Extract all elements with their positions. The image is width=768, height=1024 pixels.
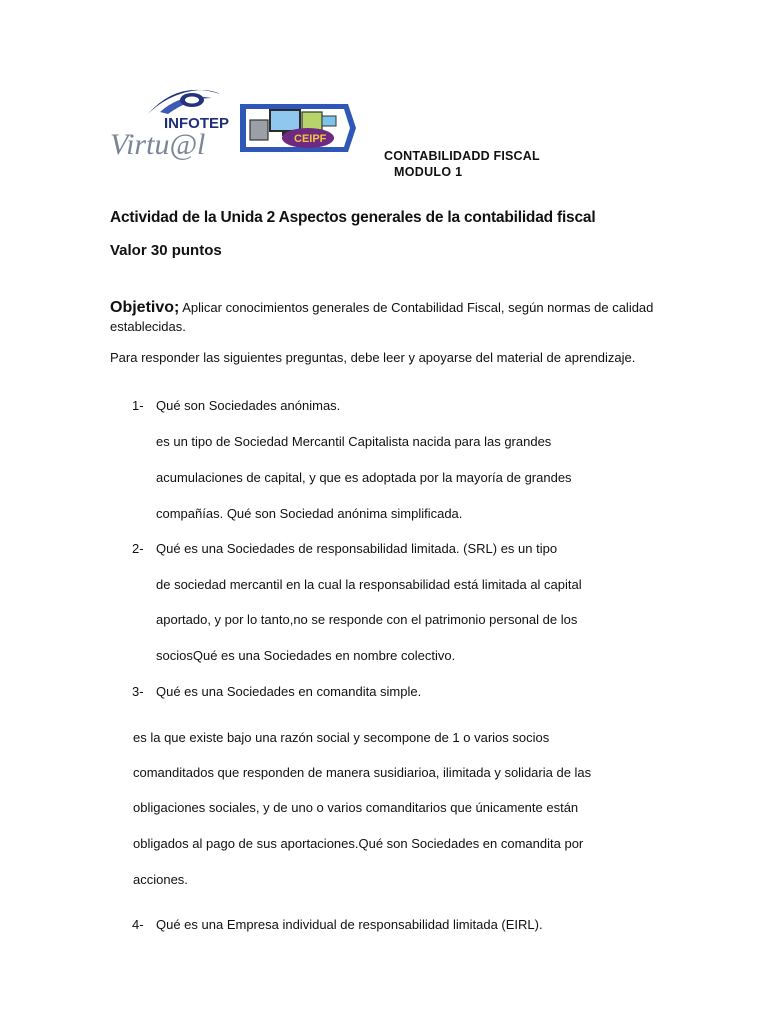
question-4-number: 4-: [132, 917, 144, 932]
question-1-number: 1-: [132, 398, 144, 413]
question-3-answer-line: acciones.: [133, 872, 188, 887]
question-1-text: Qué son Sociedades anónimas.: [156, 398, 341, 413]
question-1-answer-line: acumulaciones de capital, y que es adoptada por la mayoría de grandes: [156, 470, 572, 485]
cepf-logo: [236, 96, 358, 158]
virtual-wordmark: Virtu@l: [110, 128, 206, 161]
question-1-answer-line: compañías. Qué son Sociedad anónima simplificada.: [156, 506, 463, 521]
course-title: CONTABILIDADD FISCAL: [384, 149, 540, 163]
question-1-answer-line: es un tipo de Sociedad Mercantil Capitalista nacida para las grandes: [156, 434, 552, 449]
question-2-text: Qué es una Sociedades de responsabilidad limitada. (SRL) es un tipo: [156, 541, 558, 556]
question-3-number: 3-: [132, 684, 144, 699]
question-2-number: 2-: [132, 541, 144, 556]
question-2-answer-line: de sociedad mercantil en la cual la responsabilidad está limitada al capital: [156, 577, 582, 592]
question-3-answer-line: obligados al pago de sus aportaciones.Qué son Sociedades en comandita por: [133, 836, 584, 851]
activity-value: Valor 30 puntos: [110, 242, 222, 259]
question-3-answer-line: es la que existe bajo una razón social y secompone de 1 o varios socios: [133, 730, 550, 745]
question-4-text: Qué es una Empresa individual de responsabilidad limitada (EIRL).: [156, 917, 543, 932]
infotep-wordmark: INFOTEP: [164, 115, 230, 132]
question-3-text: Qué es una Sociedades en comandita simple.: [156, 684, 422, 699]
module-title: MODULO 1: [394, 165, 463, 179]
objective-label: Objetivo;: [110, 299, 180, 316]
activity-title: Actividad de la Unida 2 Aspectos generales de la contabilidad fiscal: [110, 209, 596, 226]
cepf-wordmark: CEIPF: [294, 133, 327, 145]
question-3-answer-line: comanditados que responden de manera susidiarioa, ilimitada y solidaria de las: [133, 765, 592, 780]
instructions-paragraph: Para responder las siguientes preguntas, debe leer y apoyarse del material de aprendizaje.: [110, 350, 636, 365]
objective-paragraph: [110, 298, 670, 336]
question-3-answer-line: obligaciones sociales, y de uno o varios comanditarios que únicamente están: [133, 800, 579, 815]
question-2-answer-line: sociosQué es una Sociedades en nombre colectivo.: [156, 648, 456, 663]
infotep-virtual-logo: [108, 84, 232, 162]
objective-text: Aplicar conocimientos generales de Contabilidad Fiscal, según normas de calidad establecidas.: [110, 300, 654, 334]
question-2-answer-line: aportado, y por lo tanto,no se responde con el patrimonio personal de los: [156, 612, 578, 627]
